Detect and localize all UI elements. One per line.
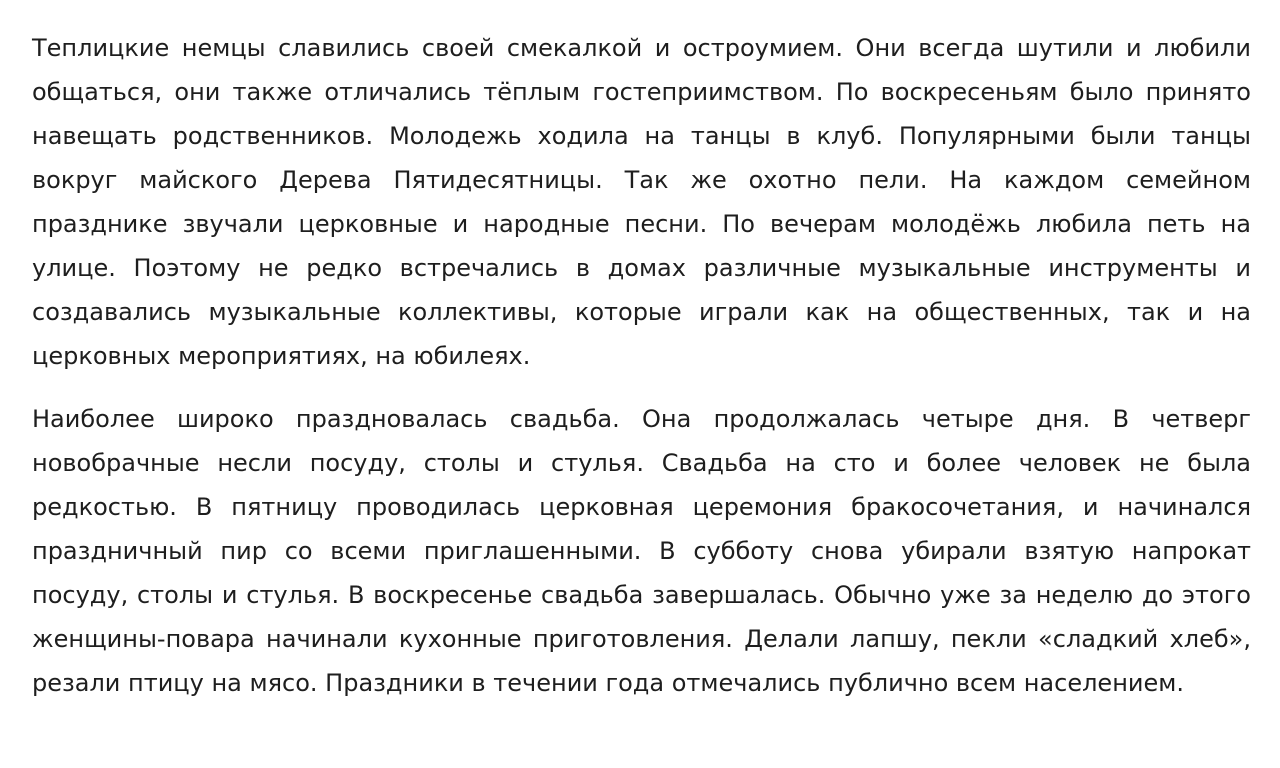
paragraph-traditions: Теплицкие немцы славились своей смекалкой и остроумием. Они всегда шутили и любили общаться, они также отличались тёплым гостеприимством. По воскресеньям было принято навещать родственников. Молодежь ходила на танцы в клуб. Популярными были танцы вокруг майского Дерева Пятидесятницы. Так же охотно пели. На каждом семейном празднике звучали церковные и народные песни. По вечерам молодёжь любила петь на улице. Поэтому не редко встречались в домах различные музыкальные инструменты и создавались музыкальные коллективы, которые играли как на общественных, так и на церковных мероприятиях, на юбилеях. xyxy=(32,34,1251,370)
document-page xyxy=(32,26,1251,705)
paragraph-wedding: Наиболее широко праздновалась свадьба. Она продолжалась четыре дня. В четверг новобрачные несли посуду, столы и стулья. Свадьба на сто и более человек не была редкостью. В пятницу проводилась церковная церемония бракосочетания, и начинался праздничный пир со всеми приглашенными. В субботу снова убирали взятую напрокат посуду, столы и стулья. В воскресенье свадьба завершалась. Обычно уже за неделю до этого женщины-повара начинали кухонные приготовления. Делали лапшу, пекли «сладкий хлеб», резали птицу на мясо. Праздники в течении года отмечались публично всем населением. xyxy=(32,405,1251,697)
